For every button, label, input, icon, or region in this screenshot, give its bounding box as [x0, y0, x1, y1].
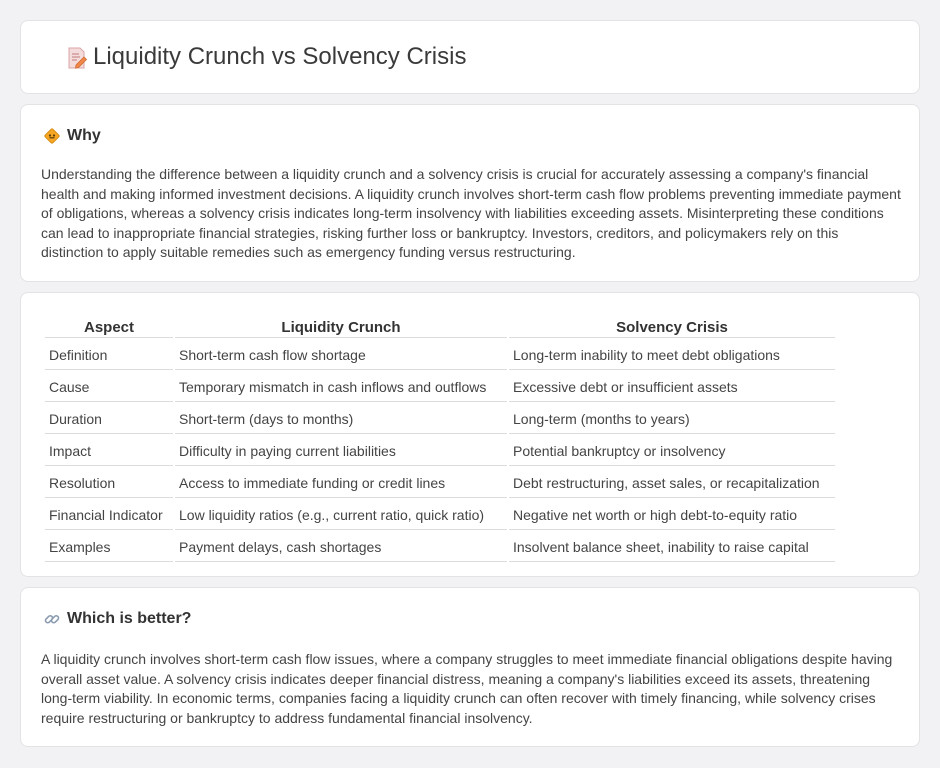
header-aspect: Aspect	[45, 317, 173, 338]
why-text: Understanding the difference between a liquidity crunch and a solvency crisis is crucial for accurately assessing a company's financial health and making informed investment decisions. A liquidity crunch involves short-term cash flow problems preventing immediate payment of obligations, whereas a solvency crisis indicates long-term insolvency with liabilities exceeding assets. Misinterpreting these conditions can lead to inappropriate financial strategies, risking further loss or bankruptcy. Investors, creditors, and policymakers rely on this distinction to apply suitable remedies such as emergency funding versus restructuring.	[41, 166, 901, 260]
table-row	[45, 340, 835, 370]
cell-liquidity: Low liquidity ratios (e.g., current ratio, quick ratio)	[175, 500, 507, 530]
which-is-better-section	[20, 587, 920, 747]
table-row	[45, 468, 835, 498]
cell-aspect: Impact	[45, 436, 173, 466]
comparison-table	[43, 315, 837, 564]
table-row	[45, 404, 835, 434]
cell-aspect: Duration	[45, 404, 173, 434]
cell-aspect: Examples	[45, 532, 173, 562]
cell-aspect: Cause	[45, 372, 173, 402]
cell-liquidity: Access to immediate funding or credit lines	[175, 468, 507, 498]
link-icon	[43, 610, 61, 628]
cell-liquidity: Difficulty in paying current liabilities	[175, 436, 507, 466]
table-row	[45, 500, 835, 530]
why-heading	[43, 127, 101, 145]
why-section	[20, 104, 920, 282]
better-heading-text: Which is better?	[67, 610, 192, 627]
header-liquidity-crunch: Liquidity Crunch	[175, 317, 507, 338]
diamond-sign-icon	[43, 127, 61, 145]
comparison-section	[20, 292, 920, 577]
cell-solvency: Long-term inability to meet debt obligations	[509, 340, 835, 370]
header-solvency-crisis: Solvency Crisis	[509, 317, 835, 338]
cell-aspect: Financial Indicator	[45, 500, 173, 530]
cell-solvency: Potential bankruptcy or insolvency	[509, 436, 835, 466]
cell-solvency: Excessive debt or insufficient assets	[509, 372, 835, 402]
table-row	[45, 372, 835, 402]
better-text: A liquidity crunch involves short-term cash flow issues, where a company struggles to meet immediate financial obligations despite having overall asset value. A solvency crisis indicates deeper financial distress, meaning a company's liabilities exceed its assets, threatening long-term viability. In economic terms, companies facing a liquidity crunch can often recover with timely financing, while solvency crises require restructuring or bankruptcy to address fundamental financial insolvency.	[41, 651, 893, 726]
why-heading-text: Why	[67, 127, 101, 144]
cell-solvency: Negative net worth or high debt-to-equity ratio	[509, 500, 835, 530]
cell-solvency: Debt restructuring, asset sales, or recapitalization	[509, 468, 835, 498]
header-card	[20, 20, 920, 94]
table-row	[45, 532, 835, 562]
cell-liquidity: Temporary mismatch in cash inflows and outflows	[175, 372, 507, 402]
cell-liquidity: Short-term (days to months)	[175, 404, 507, 434]
table-row	[45, 436, 835, 466]
document-pencil-icon	[65, 46, 89, 75]
cell-liquidity: Payment delays, cash shortages	[175, 532, 507, 562]
cell-solvency: Long-term (months to years)	[509, 404, 835, 434]
better-heading	[43, 610, 191, 628]
table-header-row	[45, 317, 835, 338]
cell-aspect: Definition	[45, 340, 173, 370]
page-title: Liquidity Crunch vs Solvency Crisis	[93, 43, 467, 70]
cell-liquidity: Short-term cash flow shortage	[175, 340, 507, 370]
cell-solvency: Insolvent balance sheet, inability to raise capital	[509, 532, 835, 562]
cell-aspect: Resolution	[45, 468, 173, 498]
